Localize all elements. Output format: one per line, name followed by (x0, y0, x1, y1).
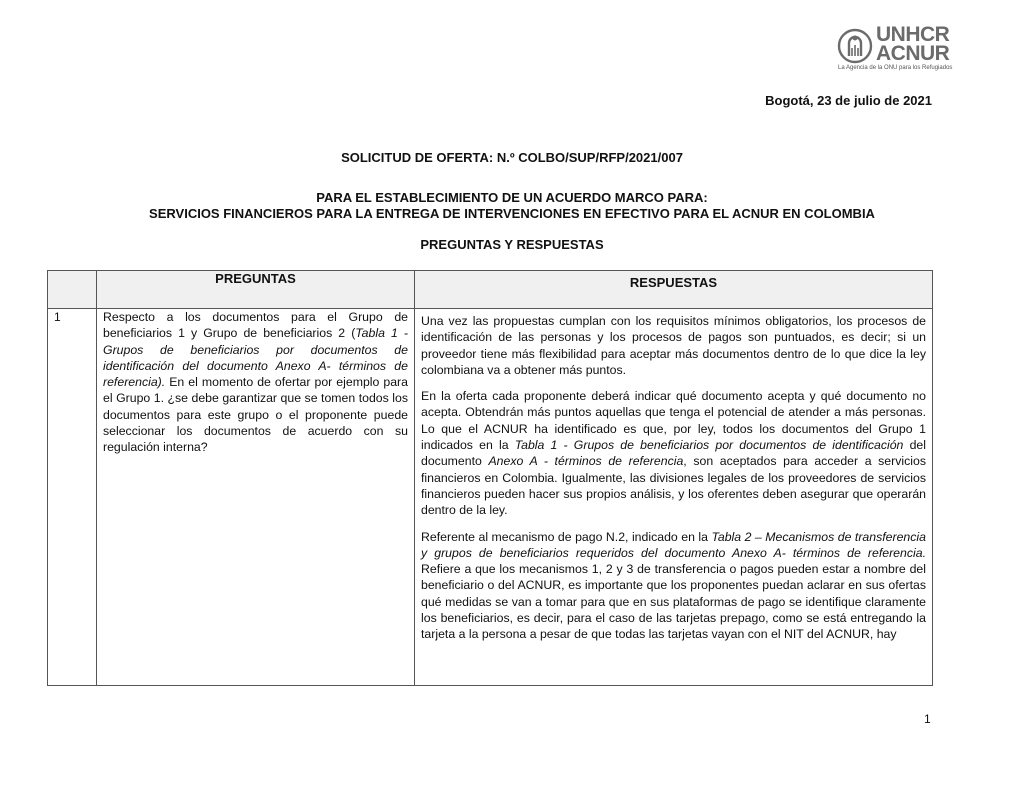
qa-table (47, 270, 933, 686)
header-number (48, 271, 97, 309)
answer-reference: Anexo A - términos de referencia (488, 454, 684, 469)
logo-unhcr-text: UNHCR (876, 23, 950, 46)
unhcr-emblem-icon (836, 26, 874, 64)
answer-paragraph-2 (421, 388, 926, 518)
header-respuestas: RESPUESTAS (415, 271, 933, 309)
answer-paragraph-1: Una vez las propuestas cumplan con los requisitos mínimos obligatorios, los procesos de identificación de las personas y los procesos de pagos son puntuados, es decir; si un proveedor tiene más flexibilidad para aceptar más documentos dentro de lo que dice la ley colombiana va a obtener más puntos. (421, 314, 926, 377)
answer-text: Refiere a que los mecanismos 1, 2 y 3 de transferencia o pagos pueden estar a nombre del beneficiario o del ACNUR, es importante que los proponentes puedan aclarar en sus ofertas qué medidas se van a tomar para que en sus plataformas de pago se identifique claramente los beneficiarios, es decir, para el caso de las tarjetas prepago, como se está entregando la tarjeta a la persona a pesar de que todas las tarjetas vayan con el NIT del ACNUR, hay (421, 562, 926, 642)
question-cell (97, 309, 415, 686)
section-title: PREGUNTAS Y RESPUESTAS (420, 237, 604, 252)
header-preguntas: PREGUNTAS (97, 271, 415, 309)
question-reference: Tabla 1 - Grupos de beneficiarios por documentos de identificación del documento Anexo A- términos de referencia). (103, 326, 408, 390)
question-text: Respecto a los documentos para el Grupo de beneficiarios 1 y Grupo de beneficiarios 2 ( (103, 310, 408, 341)
document-date: Bogotá, 23 de julio de 2021 (765, 93, 932, 108)
page-number: 1 (924, 712, 931, 726)
row-number: 1 (48, 309, 97, 686)
answer-text: del documento (421, 438, 926, 469)
table-row (48, 309, 933, 686)
question-text-cont: En el momento de ofertar por ejemplo para el Grupo 1. ¿se debe garantizar que se tomen todos los documentos para este grupo o el proponente puede seleccionar los documentos de acuerdo con su regulación interna? (103, 375, 408, 455)
unhcr-logo (836, 24, 976, 72)
answer-reference: Tabla 1 - Grupos de beneficiarios por documentos de identificación (514, 438, 904, 453)
answer-text: En la oferta cada proponente deberá indicar qué documento acepta y qué documento no acepta. Obtendrán más puntos aquellas que tenga el potencial de atender a más personas. Lo que el ACNUR ha identificado es que, por ley, todos los documentos del Grupo 1 indicados en la (421, 389, 926, 453)
answer-text: , son aceptados para acceder a servicios financieros en Colombia. Igualmente, las divisiones legales de los proveedores de servicios financieros pueden hacer sus propios análisis, y los oferentes deben asegurar que operarán dentro de la ley. (421, 454, 926, 518)
answer-reference: Tabla 2 – Mecanismos de transferencia y grupos de beneficiarios requeridos del documento Anexo A- términos de referencia. (421, 529, 926, 560)
answer-cell (415, 309, 933, 686)
logo-tagline: La Agencia de la ONU para los Refugiados (838, 65, 953, 71)
logo-acnur-text: ACNUR (876, 42, 950, 65)
rfp-title: SOLICITUD DE OFERTA: N.º COLBO/SUP/RFP/2021/007 (341, 150, 683, 165)
purpose-line-1: PARA EL ESTABLECIMIENTO DE UN ACUERDO MARCO PARA: (316, 190, 708, 205)
answer-paragraph-3 (421, 529, 926, 643)
purpose-line-2: SERVICIOS FINANCIEROS PARA LA ENTREGA DE INTERVENCIONES EN EFECTIVO PARA EL ACNUR EN COLOMBIA (149, 206, 875, 221)
table-header-row (48, 271, 933, 309)
answer-text: Referente al mecanismo de pago N.2, indicado en la (421, 529, 712, 544)
